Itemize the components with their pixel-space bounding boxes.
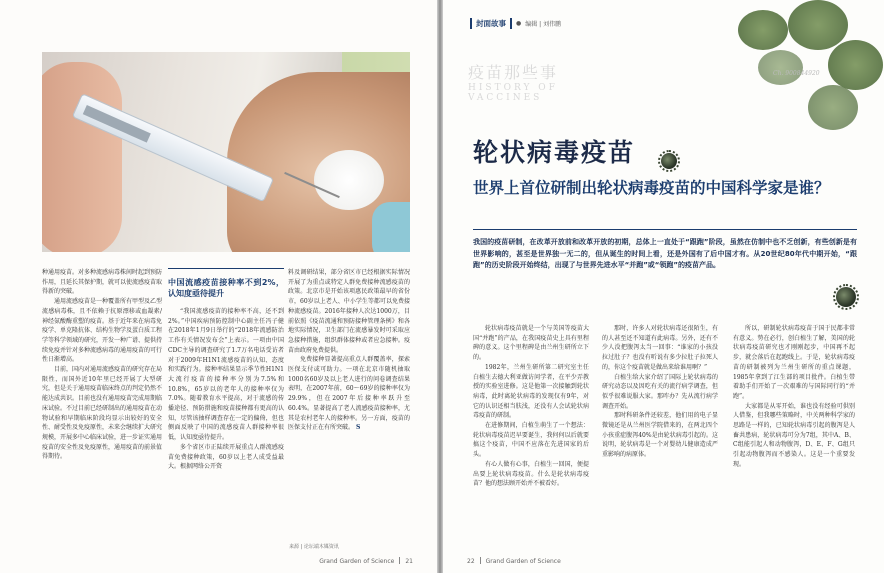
right-column-2: [602, 324, 718, 460]
paragraph-text: 免费接种显著提高重点人群覆盖率，探索医保支付或可助力。一项在北京市随机抽取1000名60岁及以上老人进行的问卷调查结果表明，在2007年前，60～69岁的接种率仅为29.9%，但在2007年后接种率跃升至60.4%。显著提高了老人流感疫苗接种率，尤其是农村老年人的接种率。另一方面，疫苗的医保支付正在有所突破。: [288, 356, 410, 432]
paragraph: 白植生给大家介绍了国际上轮状病毒的研究动态以及因吃有关的流行病学调查，但似乎很难说服大家。那咋办？先从流行病学调查开始。: [602, 373, 718, 410]
paragraph: 目前，国内对通用流感疫苗的研究存在局限性，而国外近10年里已经开展了大型研究，但是关于通用疫苗临床终点的判定仍然不能达成共识。目前也没有通用疫苗完成用期临床试验。不过目前已经研制出的通用疫苗在动物试验和早期临床阶段均显示出较好的安全性、耐受性及免疫原性，未来会继续扩大研究规模，开展多中心临床试验，进一步证实通用疫苗的安全性及免疫原性，通用疫苗的前景值得期待。: [42, 366, 163, 461]
section-heading: 中国流感疫苗接种率不到2%，认知度亟待提升: [168, 268, 284, 299]
virus-icon: [661, 153, 677, 169]
paragraph: 那时科研条件还较差，他们用的电子显微镜还是从兰州医学院借来的，在两北四个小孩重症腹泻40%是由轮状病毒引起的。这说明，轮状病毒是一个对婴幼儿健康造成严重影响的病原体。: [602, 412, 718, 459]
paragraph: 大家都是从零开始，谁也没有经验可供别人借鉴，但我哪些策略时，中关两种科学家的思路是一样的，已知轮状病毒引起的腹泻是人畜共患病，轮状病毒可分为7组，其中A、B、C组能引起人和动物腹泻，D、E、F、G组只引起动物腹泻而不感染人。这是一个重要发现。: [733, 402, 855, 468]
paragraph: 通用流感疫苗是一种覆盖所有甲型及乙型流感病毒株，且不依赖于抗原漂移或血凝素/神经氨酸酶重塑的疫苗。基于近年来在病毒免疫学、单克隆抗体、结构生物学及蛋白质工程学等科学领域的研究，开发一种广谱、提供持续免疫并针对多种流感病毒的通用疫苗的可行性日渐增高。: [42, 298, 163, 364]
paragraph: 那时，许多人对轮状病毒还很陌生，有的人甚至还不知道有此病毒。另外，还有不少人没把腹泻太当一回事：“谁家的小孩没拉过肚子？也没有听说有多少拉肚子拉死人的，你这个疫苗就是做出来给谁用啊？”: [602, 325, 718, 371]
circle-icon: ●: [516, 20, 522, 27]
plant-note: Ch. 900844920: [773, 70, 820, 77]
ghost-heading-en: HISTORY OF VACCINES: [468, 83, 558, 103]
article-subtitle: 世界上首位研制出轮状病毒疫苗的中国科学家是谁？: [473, 179, 830, 197]
right-column-1: [473, 324, 589, 489]
ghost-heading-cn: 疫苗那些事: [468, 63, 559, 82]
footer-text: Grand Garden of Science: [485, 558, 561, 565]
paragraph: 料及调研结果，部分省区市已经根据实际情况开展了为重点或特定人群免费接种流感疫苗的政策。北京市是开始该项惠民政策最早的省份市，60岁以上老人、中小学生等都可以免费接种流感疫苗。2016年接种人次达1000万，目前依照《疫苗流通和预防接种管理条例》和各地实际情况，卫生部门在流感暴发时可采取应急接种措施，组织群体接种或者应急接种。疫苗由政府免费提供。: [288, 269, 410, 354]
left-column-2: [168, 268, 284, 472]
virus-icon: [836, 287, 856, 307]
paragraph: 种通用疫苗。对多种流感病毒株间时起到预防作用，且延长其保护期，就可以使流感疫苗取得新的突破。: [42, 269, 163, 296]
paragraph: [288, 355, 410, 433]
left-page: [0, 0, 437, 573]
vaccination-photo: [42, 52, 410, 252]
paragraph: 多个省区市正陆续开展重点人群流感疫苗免费接种政策，60岁以上老人成受益最大。根据网络公开资: [168, 443, 284, 471]
photo-credit: 来源 | 论坛端木媒资讯: [289, 544, 339, 550]
ghost-heading: [468, 60, 588, 103]
footer: [319, 557, 413, 565]
section-label: 封面故事: [470, 18, 512, 29]
left-column-1: [42, 268, 162, 462]
divider: [473, 229, 857, 230]
page-number: 22: [467, 558, 475, 565]
paragraph: 1982年，兰州生研所第二研究室主任白植生去德大利亚做访问学者，在平少弄教授的实验室进修。这是他第一次接触到轮状病毒，此时离轮状病毒的发现仅有9年，对它的认识还相当肤浅，还没有人会试轮状病毒疫苗的研制。: [473, 363, 589, 420]
section-tag: [470, 18, 561, 29]
left-column-3: [288, 268, 410, 433]
paragraph: “我国流感疫苗的接种率不高，还不到2%。”中国疾病预防控制中心副主任冯子健在2018年1月9日举行的“2018年流感防治工作有关情况发布会”上表示。一项由中国CDC主导的调查研究了1.7万名电话受访者对于2009年H1N1流感疫苗的认知、态度和实践行为。接种率结果显示季节性H1N1大流行疫苗的接种率分别为7.5%和10.8%，65岁以的老年人的接种率仅为7.0%。随着教育水平提高，对于流感的传播途径、预防措施和疫苗接种都有更高的认知，尽管该抽样调查存在一定的偏倚，但也侧面反映了中国的流感疫苗人群接种率很低，认知度亟待提升。: [168, 308, 284, 442]
editor-credit: 编辑 | 刘伟鹏: [525, 21, 562, 28]
footer: [467, 557, 561, 565]
footer-text: Grand Garden of Science: [319, 558, 395, 565]
lead-paragraph: 我国的疫苗研制，在改革开放前和改革开放的初期，总体上一直处于“跟跑”阶段，虽然在仿制中也不乏创新，有些创新是有世界影响的，甚至是世界独一无二的，但从诞生的时间上看，还是外国有了后中国才有。从20世纪80年代中期开始，“跟跑”的历史阶段开始终结，出现了与世界先进水平“并跑”或“领跑”的疫苗产品。: [473, 238, 857, 269]
end-mark: S: [355, 424, 361, 432]
right-column-3: [733, 324, 855, 470]
right-page: [443, 0, 884, 573]
article-title: 轮状病毒疫苗: [473, 138, 636, 167]
paragraph: 有心人做有心事，白植生一回国，便提出要上轮状病毒疫苗。什么是轮状病毒疫苗？他的想法顾开始并不被看好。: [473, 460, 589, 488]
paragraph: 所以，研制轮状病毒疫苗于国于民都非常有意义。势在必行，创白植生了解，美国的轮状病毒疫苗研究也才刚刚起步，中国再不起步，就会落后在起跑线上。于是，轮状病毒疫苗的研制被列为兰州生研所的重点课题，1985年拿到了江生部的项目批件。白植生带着助手们开始了一次艰难的与国际同行的“并跑”。: [733, 325, 855, 400]
page-number: 21: [405, 558, 413, 565]
paragraph: 在进修期间，白植生萌生了一个想法：轮状病毒疫苗迟早要诞生，我何何以后就要搞这个疫苗，中国不应落在先进国家的后头。: [473, 422, 589, 459]
plant-illustration: [718, 0, 884, 135]
paragraph: 轮状病毒疫苗就是一个与美国等疫苗大国“并跑”的产品，在我国疫苗史上具有里程碑的意义。这个里程碑是由兰州生研所立下的。: [473, 325, 589, 362]
